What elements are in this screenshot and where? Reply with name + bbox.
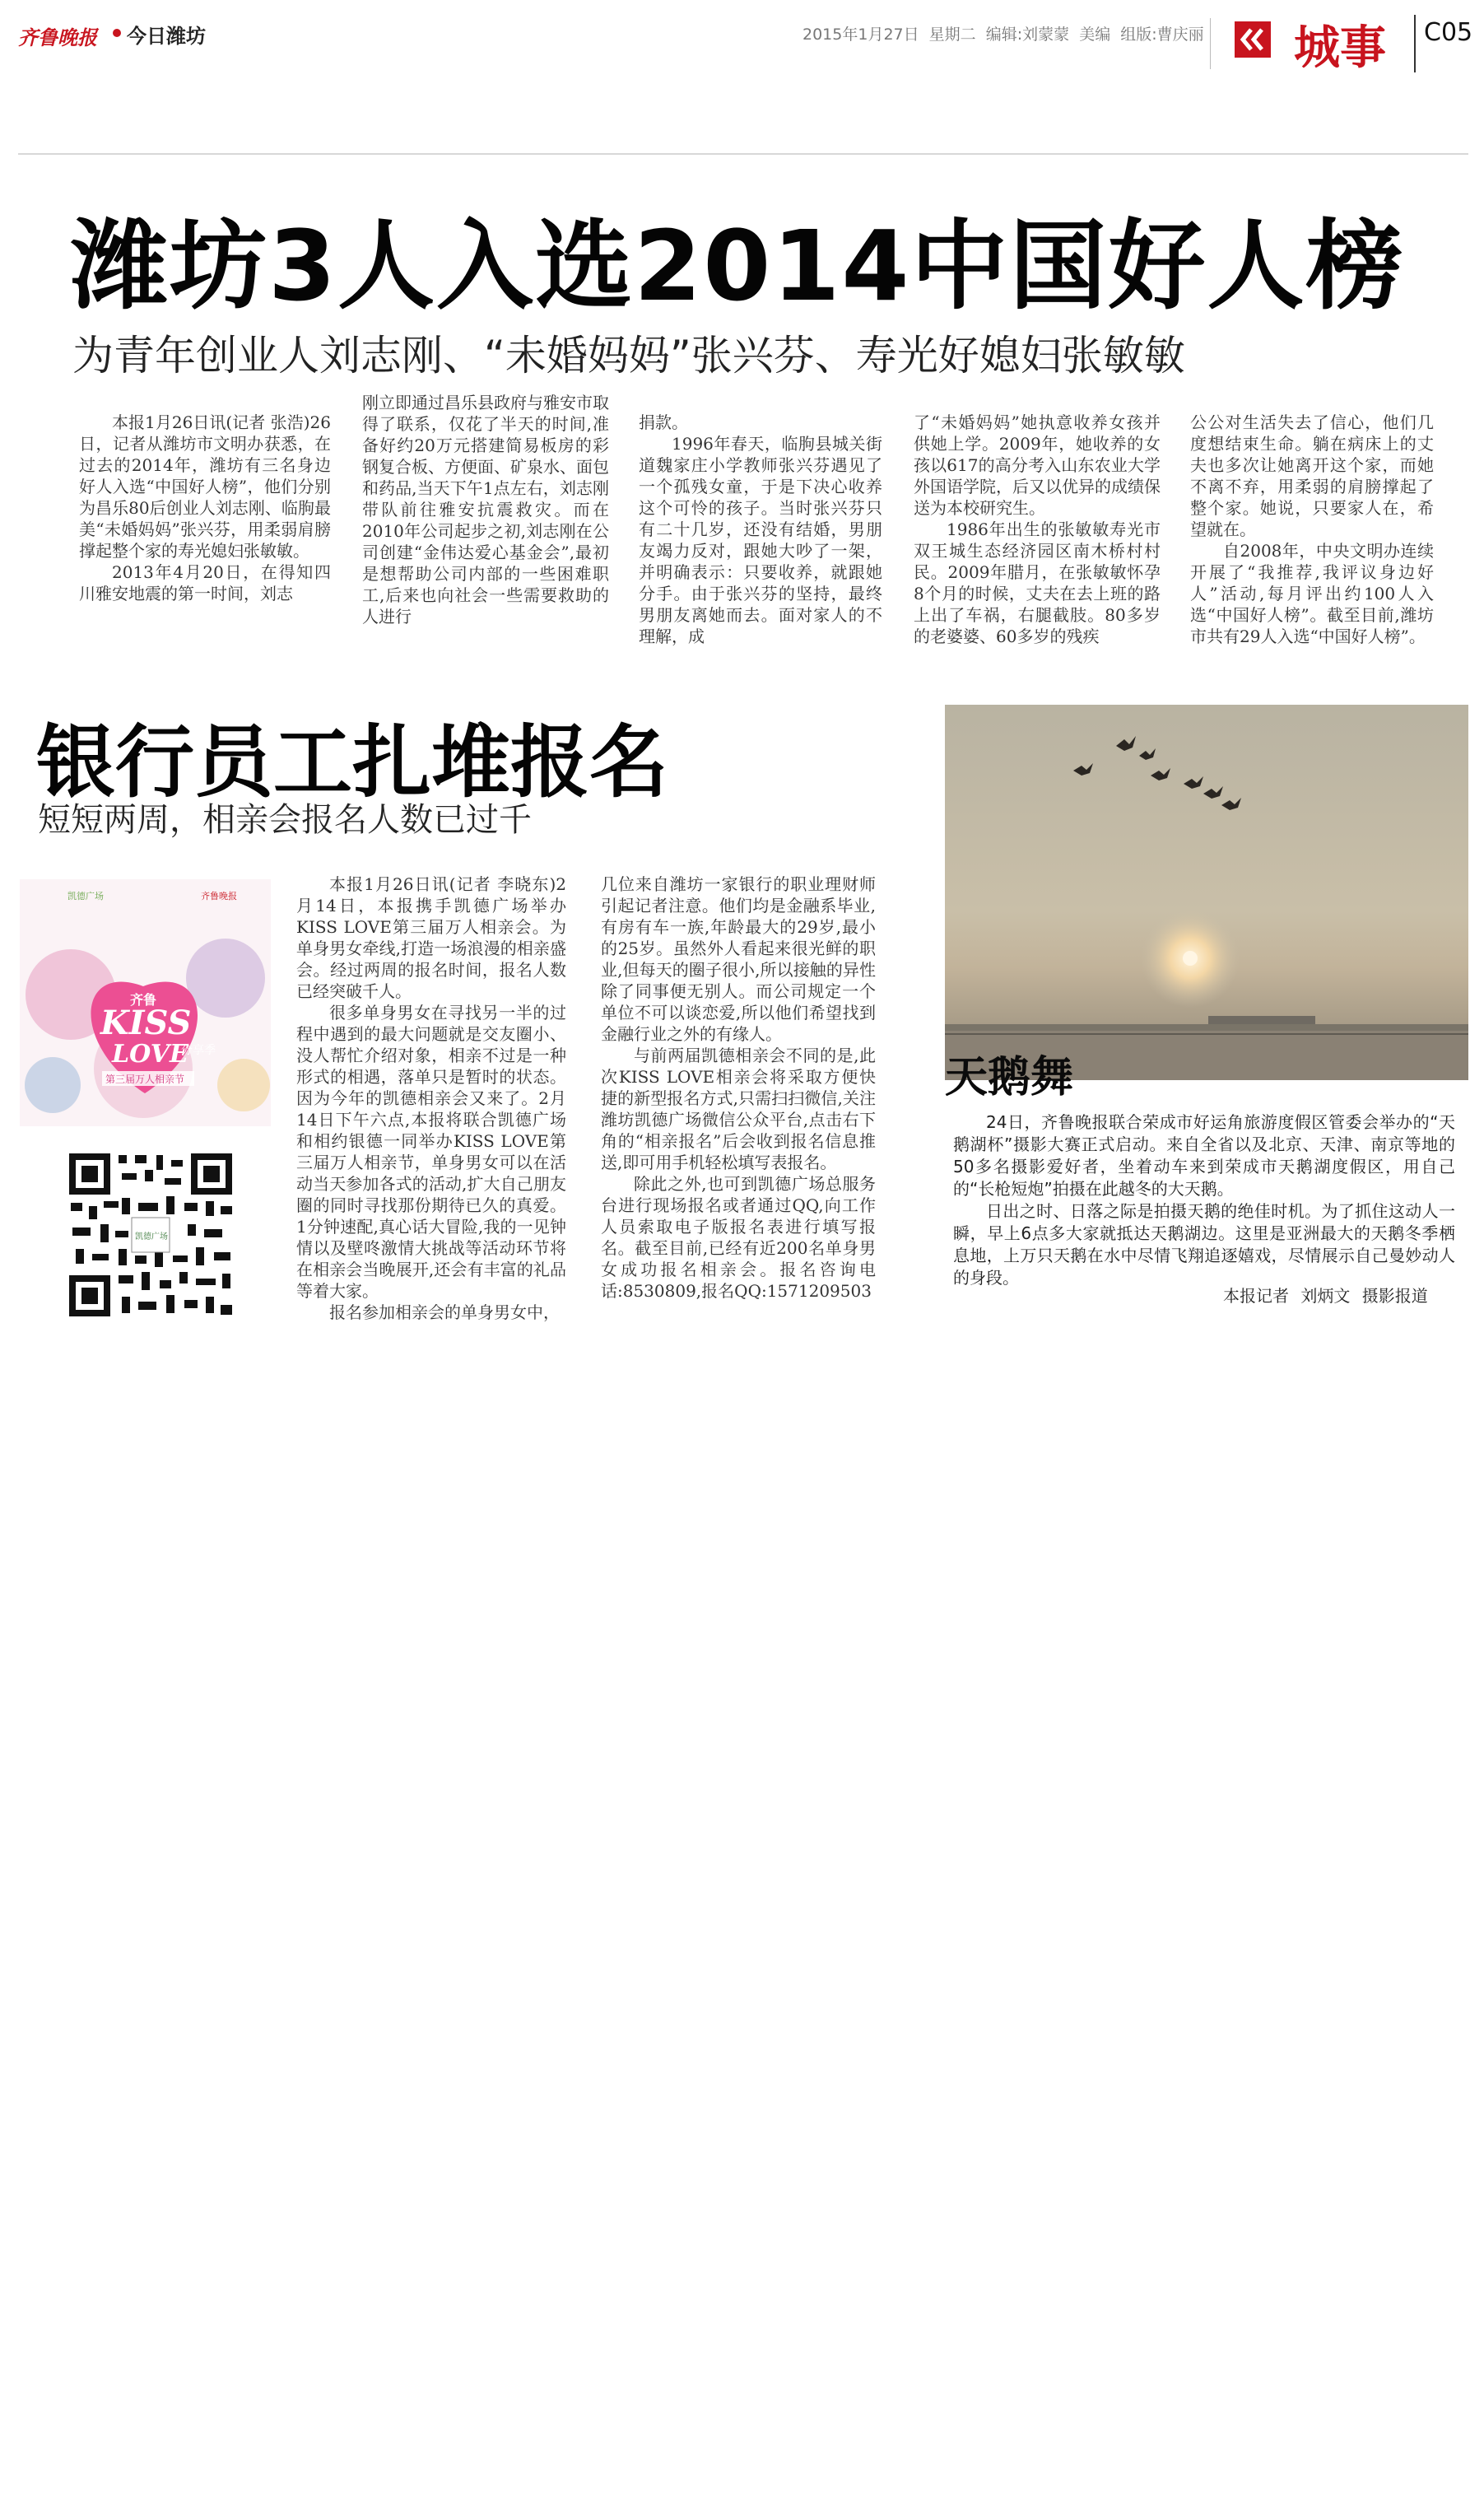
paragraph: 很多单身男女在寻找另一半的过程中遇到的最大问题就是交友圈小、没人帮忙介绍对象，相亲不过是一种形式的相遇，落单只是暂时的状态。因为今年的凯德相亲会又来了。2月14日下午六点,本报将联合凯德广场和相约银德一同举办KISS LOVE第三届万人相亲节，单身男女可以在活动当天参加各式的活动,扩大自己朋友圈的同时寻找那份期待已久的真爱。1分钟速配,真心话大冒险,我的一见钟情以及壁咚激情大挑战等活动环节将在相亲会当晚展开,还会有丰富的礼品等着大家。: [296, 1003, 566, 1301]
editor-credit: 编辑:刘蒙蒙: [985, 26, 1070, 44]
paragraph: 24日，齐鲁晚报联合荣成市好运角旅游度假区管委会举办的“天鹅湖杯”摄影大赛正式启动。来自全省以及北京、天津、南京等地的50多名摄影爱好者，坐着动车来到荣成市天鹅湖度假区，用自己的“长枪短炮”拍摄在此越冬的大天鹅。: [953, 1112, 1455, 1199]
poster-kiss: KISS: [100, 1004, 192, 1042]
article1-headline: 潍坊3人入选2014中国好人榜: [71, 209, 1405, 323]
header-rule: [18, 153, 1468, 155]
article2-headline: 银行员工扎堆报名: [36, 716, 668, 808]
article1-column-1: [79, 412, 331, 657]
article2-column-1: [296, 873, 566, 1339]
section-title: 城事: [1294, 21, 1386, 75]
page-number: C05: [1424, 18, 1473, 47]
issue-weekday: 星期二: [928, 26, 976, 44]
header-divider: [1210, 18, 1211, 69]
chevron-left-icon: [1235, 21, 1271, 58]
paragraph: 与前两届凯德相亲会不同的是,此次KISS LOVE相亲会将采取方便快捷的新型报名方式,只需扫扫微信,关注潍坊凯德广场微信公众平台,点击右下角的“相亲报名”后会收到报名信息推送,即可用手机轻松填写表报名。: [601, 1046, 876, 1172]
paragraph: 几位来自潍坊一家银行的职业理财师引起记者注意。他们均是金融系毕业,有房有车一族,年龄最大的29岁,最小的25岁。虽然外人看起来很光鲜的职业,但每天的圈子很小,所以接触的异性除了同事便无别人。而公司规定一个单位不可以谈恋爱,所以他们希望找到金融行业之外的有缘人。: [601, 874, 876, 1044]
poster-brand-small: 齐鲁: [130, 992, 157, 1008]
paragraph: 本报1月26日讯(记者 李晓东)2月14日，本报携手凯德广场举办KISS LOVE第三届万人相亲会。为单身男女牵线,打造一场浪漫的相亲盛会。经过两周的报名时间，报名人数已经突破千人。: [296, 874, 566, 1001]
paragraph: 自2008年，中央文明办连续开展了“我推荐,我评议身边好人”活动,每月评出约100人入选“中国好人榜”。截至目前,潍坊市共有29人入选“中国好人榜”。: [1190, 541, 1434, 646]
poster-tagline: 分享季: [181, 1044, 216, 1057]
paragraph: 1986年出生的张敏敏寿光市双王城生态经济园区南木桥村村民。2009年腊月，在张敏敏怀孕8个月的时候，丈夫在去上班的路上出了车祸，右腿截肢。80多岁的老婆婆、60多岁的残疾: [914, 519, 1161, 646]
section-label: 今日潍坊: [127, 25, 206, 48]
swan-sunset-photo: [945, 705, 1468, 1080]
kiss-love-poster: [20, 879, 271, 1126]
article1-column-5: [1190, 412, 1434, 657]
article1-subheadline: 为青年创业人刘志刚、“未婚妈妈”张兴芬、寿光好媳妇张敏敏: [72, 332, 1185, 380]
qr-code[interactable]: [64, 1148, 237, 1321]
paragraph: 报名参加相亲会的单身男女中，: [329, 1302, 560, 1322]
paragraph: 2013年4月20日，在得知四川雅安地震的第一时间，刘志: [79, 562, 331, 603]
bullet-icon: [112, 28, 122, 38]
designer-credit: 美编: [1079, 26, 1111, 44]
paragraph: 本报1月26日讯(记者 张浩)26日，记者从潍坊市文明办获悉，在过去的2014年，潍坊有三名身边好人入选“中国好人榜”，他们分别为昌乐80后创业人刘志刚、临朐最美“未婚妈妈”张兴芬，用柔弱肩膀撑起整个家的寿光媳妇张敏敏。: [79, 412, 331, 561]
article1-column-2: [362, 392, 609, 657]
photo-credit: 本报记者 刘炳文 摄影报道: [1223, 1286, 1428, 1306]
paragraph: 日出之时、日落之际是拍摄天鹅的绝佳时机。为了抓住这动人一瞬，早上6点多大家就抵达天鹅湖边。这里是亚洲最大的天鹅冬季栖息地，上万只天鹅在水中尽情飞翔追逐嬉戏，尽情展示自己曼妙动人的身段。: [953, 1201, 1455, 1288]
paragraph: 刚立即通过昌乐县政府与雅安市取得了联系，仅花了半天的时间,准备好约20万元搭建简易板房的彩钢复合板、方便面、矿泉水、面包和药品,当天下午1点左右，刘志刚带队前往雅安抗震救灾。而在2010年公司起步之初,刘志刚在公司创建“金伟达爱心基金会”,最初是想帮助公司内部的一些困难职工,后来也向社会一些需要救助的人进行: [362, 393, 609, 627]
article2-column-2: [601, 873, 876, 1339]
poster-sponsor-left: 凯德广场: [67, 891, 104, 901]
issue-date: 2015年1月27日: [802, 26, 919, 44]
header-divider-2: [1414, 15, 1416, 72]
paragraph: 捐款。: [639, 412, 688, 432]
paragraph: 除此之外,也可到凯德广场总服务台进行现场报名或者通过QQ,向工作人员索取电子版报名表进行填写报名。截至目前,已经有近200名单身男女成功报名相亲会。报名咨询电话:8530809,报名QQ:1571209503: [601, 1174, 876, 1301]
article1-column-4: [914, 412, 1161, 657]
paragraph: 1996年春天，临朐县城关街道魏家庄小学教师张兴芬遇见了一个孤残女童，于是下决心收养这个可怜的孩子。当时张兴芬只有二十几岁，还没有结婚，男朋友竭力反对，跟她大吵了一架，并明确表示：只要收养，就跟她分手。由于张兴芬的坚持，最终男朋友离她而去。面对家人的不理解，成: [639, 434, 882, 646]
poster-edition: 第三届万人相亲节: [105, 1074, 185, 1085]
article2-subheadline: 短短两周，相亲会报名人数已过千: [38, 801, 532, 839]
qr-caption: 凯德广场: [135, 1232, 168, 1242]
photo-title: 天鹅舞: [945, 1053, 1074, 1102]
paragraph: 了“未婚妈妈”她执意收养女孩并供她上学。2009年，她收养的女孩以617的高分考入山东农业大学外国语学院，后又以优异的成绩保送为本校研究生。: [914, 412, 1161, 518]
newspaper-logo: 齐鲁晚报: [18, 26, 97, 49]
page-meta: [802, 22, 1204, 44]
poster-sponsor-right: 齐鲁晚报: [201, 891, 237, 901]
photo-caption: [953, 1111, 1455, 1289]
article1-column-3: [639, 412, 882, 657]
poster-love: LOVE: [112, 1040, 188, 1069]
layout-credit: 组版:曹庆丽: [1120, 26, 1204, 44]
paragraph: 公公对生活失去了信心，他们几度想结束生命。躺在病床上的丈夫也多次让她离开这个家，而她不离不弃，用柔弱的肩膀撑起了整个家。她说，只要家人在，希望就在。: [1190, 412, 1434, 539]
